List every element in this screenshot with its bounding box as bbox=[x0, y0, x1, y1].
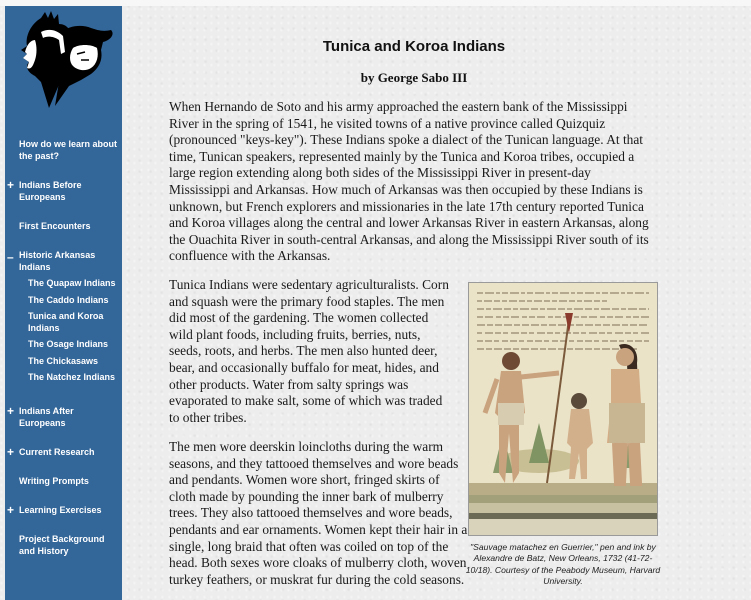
collapse-minus-icon[interactable]: – bbox=[7, 250, 14, 264]
sidebar-item-label: Learning Exercises bbox=[19, 505, 102, 515]
illustration-caption: "Sauvage matachez en Guerrier," pen and ink by Alexandre de Batz, New Orleans, 1732 (41-72-10/18). Courtesy of the Peabody Museum, Harvard University. bbox=[465, 542, 661, 587]
paragraph-history: When Hernando de Soto and his army approached the eastern bank of the Mississippi River in the spring of 1541, he visited towns of a native province called Quizquiz (pronounced "keys-key"). These Indians spoke a dialect of the Tunican language. At that time, Tunican speakers, represented mainly by the Tunica and Koroa tribes, occupied a large region extending along both sides of the Mississippi River in present-day Mississippi and Arkansas. How much of Arkansas was then occupied by these Indians is unknown, but French explorers and missionaries in the late 17th century reported Tunica and Koroa villages along the central and lower Arkansas River in eastern Arkansas, along the Ouachita River in south-central Arkansas, and along the Mississippi River south of its confluence with the Arkansas. bbox=[169, 99, 649, 264]
sidebar-item-label: Project Background and History bbox=[19, 534, 105, 556]
expand-plus-icon[interactable]: + bbox=[7, 404, 15, 418]
sidebar-item-label: First Encounters bbox=[19, 221, 91, 231]
illustration-image bbox=[469, 283, 657, 535]
sidebar bbox=[5, 6, 122, 600]
sidebar-item-label: Current Research bbox=[19, 447, 95, 457]
sidebar-item-label: Tunica and Koroa Indians bbox=[28, 311, 104, 333]
paragraph-subsistence: Tunica Indians were sedentary agriculturalists. Corn and squash were the primary food staples. The men did most of the gardening. The women collected wild plant foods, including fruits, berries, nuts, seeds, roots, and herbs. The men also hunted deer, bear, and occasionally buffalo for meat, hides, and other products. Water from salty springs was evaporated to make salt, some of which was traded to other tribes. bbox=[169, 277, 449, 425]
sidebar-item-label: Writing Prompts bbox=[19, 476, 89, 486]
sidebar-item-label: The Osage Indians bbox=[28, 339, 109, 349]
site-logo[interactable] bbox=[11, 10, 119, 110]
sidebar-item-label: Historic Arkansas Indians bbox=[19, 250, 96, 272]
article bbox=[122, 6, 751, 600]
historical-illustration bbox=[468, 282, 658, 536]
sidebar-item-label: The Caddo Indians bbox=[28, 295, 109, 305]
sidebar-item-label: How do we learn about the past? bbox=[19, 139, 118, 161]
sidebar-item-label: The Natchez Indians bbox=[28, 372, 116, 382]
sidebar-item-label: Indians Before Europeans bbox=[19, 180, 82, 202]
sidebar-item-label: Indians After Europeans bbox=[19, 406, 74, 428]
profiles-logo-icon bbox=[11, 10, 119, 110]
sidebar-item-label: The Quapaw Indians bbox=[28, 278, 116, 288]
page-title: Tunica and Koroa Indians bbox=[322, 38, 506, 55]
expand-plus-icon[interactable]: + bbox=[7, 503, 15, 517]
expand-plus-icon[interactable]: + bbox=[7, 178, 15, 192]
paragraph-clothing: The men wore deerskin loincloths during the warm seasons, and they tattooed themselves and wore beads and pendants. Women wore short, fringed skirts of cloth made by pounding the inner bark of mulberry trees. They also tattooed themselves and wore beads, pendants and ear ornaments. Women kept their hair in a single, long braid that often was coiled on top of the head. Both sexes wore cloaks of mulberry cloth, woven turkey feathers, or muskrat fur during the cold seasons. bbox=[169, 439, 468, 587]
expand-plus-icon[interactable]: + bbox=[7, 445, 15, 459]
author-byline: by George Sabo III bbox=[360, 70, 468, 85]
sidebar-item-label: The Chickasaws bbox=[28, 356, 99, 366]
